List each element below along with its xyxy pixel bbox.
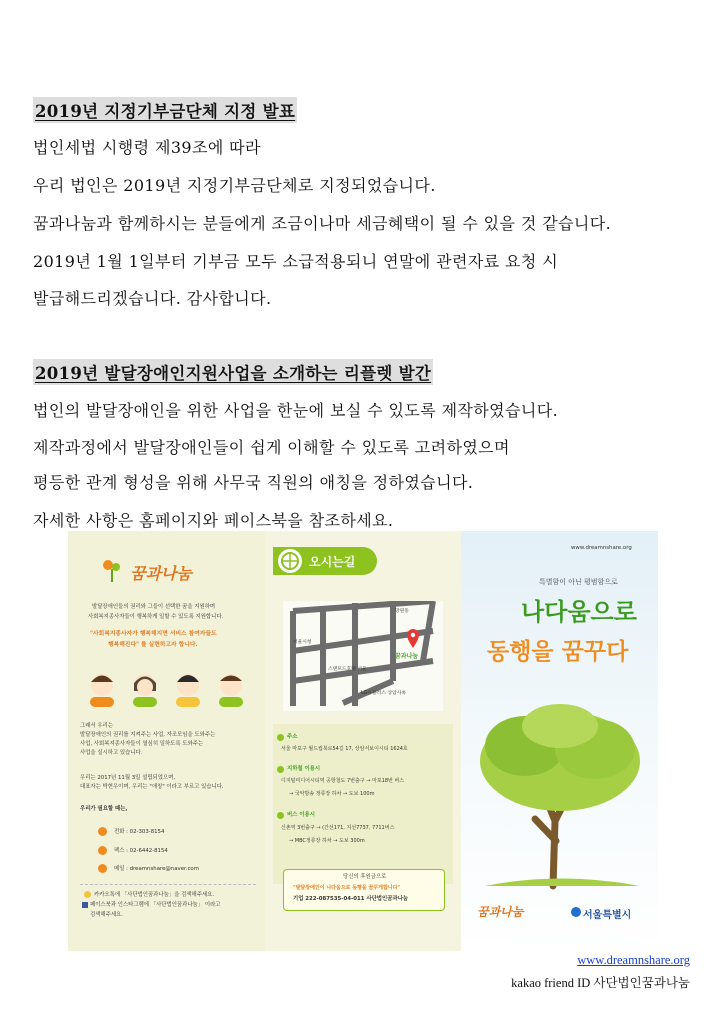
section2-line-3: 평등한 관계 형성을 위해 사무국 직원의 애칭을 정하였습니다. — [33, 473, 474, 492]
map-label-3: 꿈과나눔 — [395, 653, 419, 660]
note-line-1: 카카오톡에 「사단법인꿈과나눔」을 검색해주세요. — [94, 892, 215, 898]
staff-illustrations — [82, 667, 252, 707]
phone-icon — [98, 827, 107, 836]
cover-sponsor: 서울특별시 — [583, 910, 632, 921]
section1-line-5: 발급해드리겠습니다. 감사합니다. — [33, 289, 272, 308]
body-line-9: 우리가 필요할 때는, — [80, 806, 128, 812]
cover-title-1: 나다움으로 — [521, 598, 637, 626]
fax-icon — [98, 846, 107, 855]
section1-heading: 2019년 지정기부금단체 지정 발표 — [33, 97, 297, 123]
quote-line-1: "사회복지종사자가 행복해지면 서비스 참여자들도 — [90, 631, 217, 637]
facebook-icon — [82, 902, 88, 908]
section2-heading: 2019년 발달장애인지원사업을 소개하는 리플렛 발간 — [33, 359, 433, 385]
map-label-2: 서울시청 — [293, 640, 312, 645]
section1-line-3: 꿈과나눔과 함께하시는 분들에게 조금이나마 세금혜택이 될 수 있을 것 같습니다. — [33, 214, 612, 233]
section2-line-2: 제작과정에서 발달장애인들이 쉽게 이해할 수 있도록 고려하였으며 — [33, 438, 510, 457]
body-line-6: 우리는 2017년 11월 3일 설립되었으며, — [80, 775, 176, 781]
leaflet-panel-cover — [461, 531, 658, 951]
subway-line-2: → 국악방송 정류장 하차 → 도보 100m — [289, 791, 375, 797]
section1-line-4: 2019년 1월 1일부터 기부금 모두 소급적용되니 연말에 관련자료 요청 시 — [33, 252, 559, 271]
donate-quote: "발달장애인이 나다움으로 동행을 꿈꾸게합니다" — [293, 885, 401, 891]
seoul-logo-icon — [571, 907, 581, 917]
section2-line-1: 법인의 발달장애인을 위한 사업을 한눈에 보실 수 있도록 제작하였습니다. — [33, 401, 559, 420]
note-line-3: 검색해주세요. — [90, 912, 123, 918]
leaflet-logo: 꿈과나눔 — [130, 564, 192, 583]
footer-website-link[interactable]: www.dreamnshare.org — [577, 953, 690, 967]
intro-line-2: 사회복지종사자들이 행복하게 일할 수 있도록 지원합니다. — [88, 614, 224, 620]
leaflet-panel-about — [68, 531, 265, 951]
contact-phone: 전화 : 02-303-8154 — [114, 829, 165, 835]
body-line-7: 대표자는 박현우이며, 우리는 "애칭" 이라고 부르고 있습니다. — [80, 784, 224, 790]
footer-kakao-id: kakao friend ID 사단법인꿈과나눔 — [511, 976, 690, 990]
tree-illustration — [465, 701, 655, 891]
intro-line-1: 발달장애인들의 권리와 그들이 선택한 꿈을 지원하며 — [92, 604, 216, 610]
flower-icon — [98, 557, 128, 583]
subway-label: 지하철 이용시 — [287, 766, 321, 772]
kakao-icon — [84, 891, 91, 898]
contact-fax: 팩스 : 02-6442-8154 — [114, 848, 168, 854]
cover-subtitle: 특별함이 아닌 평범함으로 — [539, 578, 618, 586]
body-line-2: 발달장애인의 권리를 지켜주는 사업, 자조모임을 도와주는 — [80, 732, 216, 738]
leaflet-panel-directions — [265, 531, 461, 951]
map-label-4: 스탠포드호텔 서울 — [328, 667, 367, 672]
body-line-4: 사업을 실시하고 있습니다. — [80, 750, 143, 756]
mail-icon — [98, 864, 107, 873]
subway-line-1: 디지털미디어시티역 공항철도 7번출구 → 마포18번 버스 — [281, 778, 405, 784]
bus-line-2: → MBC정류장 하차 → 도보 300m — [289, 838, 365, 844]
cover-title-2: 동행을 꿈꾸다 — [487, 639, 629, 665]
cover-url: www.dreamnshare.org — [571, 545, 632, 551]
section2-line-4: 자세한 사항은 홈페이지와 페이스북을 참조하세요. — [33, 511, 394, 530]
directions-title: 오시는길 — [309, 555, 356, 569]
section1-line-2: 우리 법인은 2019년 지정기부금단체로 지정되었습니다. — [33, 176, 436, 195]
address-text: 서울 마포구 월드컵북로54길 17, 상암서보이시티 1624호 — [281, 746, 408, 752]
address-icon — [277, 734, 284, 741]
subway-icon — [277, 766, 284, 773]
bus-label: 버스 이용시 — [287, 812, 315, 818]
leaflet-image — [68, 531, 658, 951]
bus-icon — [277, 812, 284, 819]
divider — [80, 884, 256, 885]
map-label-1: 망원동 — [395, 609, 409, 614]
globe-icon — [278, 549, 302, 573]
location-pin-icon — [406, 629, 420, 649]
section1-line-1: 법인세법 시행령 제39조에 따라 — [33, 138, 261, 157]
donate-title: 당신의 후원금으로 — [343, 874, 387, 880]
location-map — [283, 601, 443, 711]
body-line-1: 그래서 우리는 — [80, 723, 113, 729]
donate-account: 기업 222-087535-04-011 사단법인꿈과나눔 — [293, 896, 409, 902]
bus-line-1: 신촌역 3번출구 → (간선171, 지선7737, 7711버스 — [281, 825, 395, 831]
cover-logo: 꿈과나눔 — [477, 905, 524, 919]
map-label-5: LG유플러스 상암사옥 — [361, 691, 406, 696]
body-line-3: 사업, 사회복지종사자들이 열심히 일하도록 도와주는 — [80, 741, 204, 747]
address-label: 주소 — [287, 734, 298, 740]
note-line-2: 페이스북과 인스타그램에 「사단법인꿈과나눔」 이라고 — [90, 902, 221, 908]
quote-line-2: 행복해진다" 를 실현하고자 합니다. — [108, 642, 198, 648]
contact-mail: 메일 : dreamnshare@naver.com — [114, 866, 199, 872]
